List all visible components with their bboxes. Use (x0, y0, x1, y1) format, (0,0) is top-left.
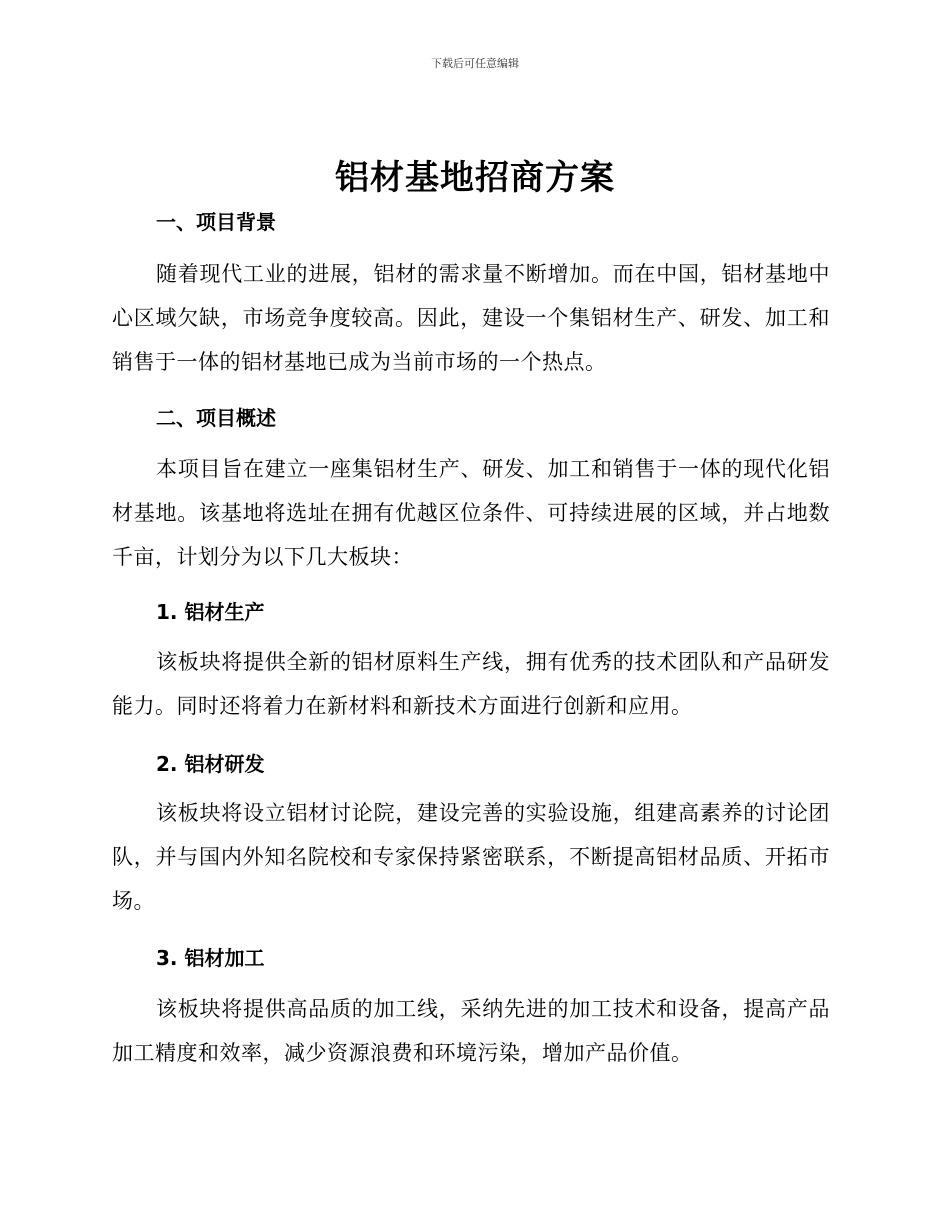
section-paragraph-background: 随着现代工业的进展，铝材的需求量不断增加。而在中国，铝材基地中心区域欠缺，市场竞争度较高。因此，建设一个集铝材生产、研发、加工和销售于一体的铝材基地已成为当前市场的一个热点。 (112, 262, 830, 374)
subsection-paragraph-research: 该板块将设立铝材讨论院，建设完善的实验设施，组建高素养的讨论团队，并与国内外知名院校和专家保持紧密联系，不断提高铝材品质、开拓市场。 (112, 801, 830, 913)
section-paragraph-overview: 本项目旨在建立一座集铝材生产、研发、加工和销售于一体的现代化铝材基地。该基地将选址在拥有优越区位条件、可持续进展的区域，并占地数千亩，计划分为以下几大板块： (112, 457, 830, 569)
subsection-heading-research: 2. 铝材研发 (156, 752, 265, 776)
subsection-heading-processing: 3. 铝材加工 (156, 946, 265, 970)
subsection-paragraph-production: 该板块将提供全新的铝材原料生产线，拥有优秀的技术团队和产品研发能力。同时还将着力在新材料和新技术方面进行创新和应用。 (112, 650, 830, 718)
header-note: 下载后可任意编辑 (431, 57, 519, 70)
section-heading-overview: 二、项目概述 (156, 406, 276, 430)
subsection-paragraph-processing: 该板块将提供高品质的加工线，采纳先进的加工技术和设备，提高产品加工精度和效率，减少资源浪费和环境污染，增加产品价值。 (112, 997, 830, 1065)
subsection-heading-production: 1. 铝材生产 (156, 600, 265, 624)
document-title: 铝材基地招商方案 (335, 158, 615, 198)
section-heading-background: 一、项目背景 (156, 210, 276, 234)
